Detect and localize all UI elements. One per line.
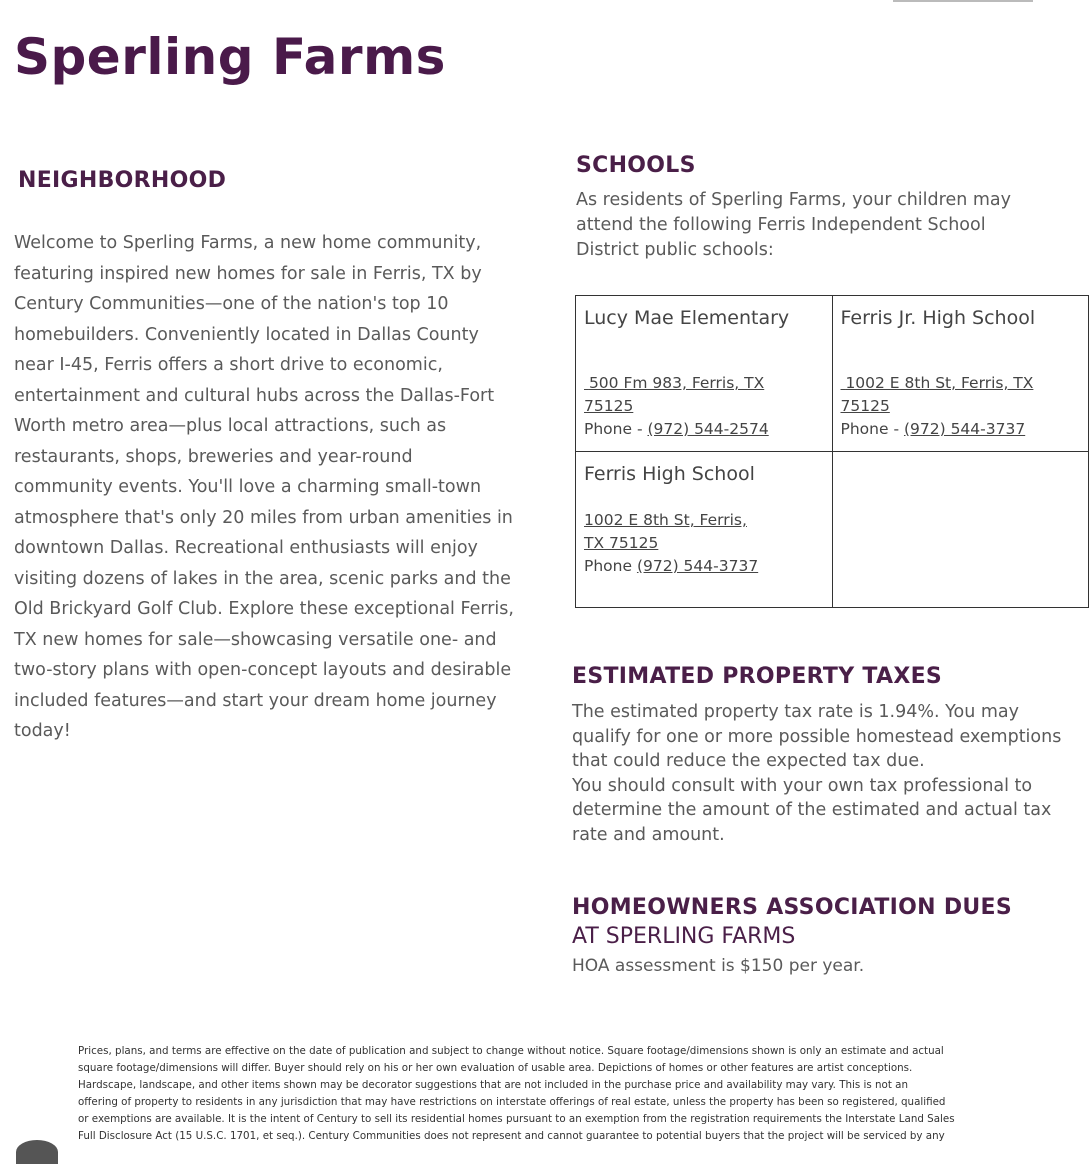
neighborhood-line: featuring inspired new homes for sale in Ferris, TX by <box>14 263 482 284</box>
neighborhood-line: two-story plans with open-concept layouts and desirable <box>14 660 512 680</box>
disclaimer-line: Full Disclosure Act (15 U.S.C. 1701, et seq.). Century Communities does not represent and cannot guarantee to potential buyers that the project will be serviced by any <box>78 1130 945 1142</box>
school-phone: Phone - (972) 544-3737 <box>840 420 1026 438</box>
neighborhood-line: homebuilders. Conveniently located in Dallas County <box>14 324 479 345</box>
disclaimer-line: offering of property to residents in any jurisdiction that may have restrictions on interstate offerings of real estate, unless the property has been so registered, qualified <box>78 1096 946 1108</box>
school-address <box>841 372 1034 441</box>
neighborhood-line: TX new homes for sale—showcasing versatile one- and <box>14 629 497 650</box>
disclaimer-line: Hardscape, landscape, and other items shown may be decorator suggestions that are not included in the purchase price and availability may vary. This is not an <box>78 1079 908 1091</box>
neighborhood-line: today! <box>14 721 71 741</box>
neighborhood-line: entertainment and cultural hubs across the Dallas-Fort <box>14 385 495 406</box>
school-cell <box>832 296 1089 452</box>
neighborhood-line: atmosphere that's only 20 miles from urban amenities in <box>14 507 513 528</box>
taxes-line: The estimated property tax rate is 1.94%. You may <box>572 702 1019 722</box>
disclaimer-line: or exemptions are available. It is the intent of Century to sell its residential homes pursuant to an exemption from the registration requirements the Interstate Land Sales <box>78 1113 955 1125</box>
school-address <box>584 372 769 441</box>
neighborhood-line: Century Communities—one of the nation's top 10 <box>14 294 449 314</box>
school-address-link-line2[interactable]: TX 75125 <box>584 534 659 552</box>
taxes-line: rate and amount. <box>572 824 725 845</box>
taxes-heading: ESTIMATED PROPERTY TAXES <box>572 664 943 689</box>
top-edge-mark <box>893 0 1033 2</box>
hoa-subheading: AT SPERLING FARMS <box>572 924 796 949</box>
disclaimer-line: Prices, plans, and terms are effective on the date of publication and subject to change without notice. Square footage/dimensions shown is only an estimate and actual <box>78 1045 944 1057</box>
schools-intro <box>576 188 1046 263</box>
school-address-link-line2[interactable]: 75125 <box>840 397 890 415</box>
taxes-line: that could reduce the expected tax due. <box>572 751 925 771</box>
school-phone: Phone (972) 544-3737 <box>584 557 759 575</box>
neighborhood-line: visiting dozens of lakes in the area, scenic parks and the <box>14 568 511 589</box>
school-phone-link[interactable]: (972) 544-2574 <box>647 420 769 438</box>
neighborhood-line: Old Brickyard Golf Club. Explore these exceptional Ferris, <box>14 599 514 619</box>
schools-intro-line: As residents of Sperling Farms, your children may <box>576 190 1011 210</box>
neighborhood-line: restaurants, shops, breweries and year-round <box>14 446 413 467</box>
taxes-line: determine the amount of the estimated and actual tax <box>572 800 1052 820</box>
company-logo <box>16 1140 58 1164</box>
school-name: Ferris Jr. High School <box>840 307 1036 329</box>
school-phone-link[interactable]: (972) 544-3737 <box>903 420 1026 438</box>
school-phone-link[interactable]: (972) 544-3737 <box>636 557 759 575</box>
page-title: Sperling Farms <box>14 28 446 86</box>
legal-disclaimer <box>78 1043 1063 1145</box>
schools-heading: SCHOOLS <box>576 153 696 178</box>
school-name: Ferris High School <box>584 463 755 485</box>
school-address-link[interactable]: 500 Fm 983, Ferris, TX <box>588 374 765 392</box>
school-address-link[interactable]: 1002 E 8th St, Ferris, <box>584 511 747 529</box>
neighborhood-line: Worth metro area—plus local attractions, such as <box>14 416 447 436</box>
school-cell <box>576 452 833 608</box>
neighborhood-line: Welcome to Sperling Farms, a new home community, <box>14 233 482 253</box>
neighborhood-line: downtown Dallas. Recreational enthusiasts will enjoy <box>14 538 478 558</box>
hoa-heading: HOMEOWNERS ASSOCIATION DUES <box>572 895 1013 920</box>
school-phone: Phone - (972) 544-2574 <box>584 420 769 438</box>
neighborhood-line: near I-45, Ferris offers a short drive to economic, <box>14 355 443 375</box>
school-name: Lucy Mae Elementary <box>584 307 790 329</box>
schools-intro-line: District public schools: <box>576 240 774 260</box>
schools-intro-line: attend the following Ferris Independent School <box>576 215 986 235</box>
school-address <box>584 509 758 578</box>
school-cell <box>576 296 833 452</box>
taxes-line: qualify for one or more possible homestead exemptions <box>572 726 1062 747</box>
school-address-link-line2[interactable]: 75125 <box>584 397 634 415</box>
school-cell-empty <box>832 452 1089 608</box>
hoa-text: HOA assessment is $150 per year. <box>572 956 865 976</box>
taxes-text <box>572 700 1062 847</box>
neighborhood-text <box>14 228 534 747</box>
neighborhood-heading: NEIGHBORHOOD <box>18 168 227 193</box>
disclaimer-line: square footage/dimensions will differ. Buyer should rely on his or her own evaluation of usable area. Depictions of homes or other features are artist conceptions. <box>78 1062 913 1074</box>
neighborhood-line: included features—and start your dream home journey <box>14 690 497 711</box>
taxes-line: You should consult with your own tax professional to <box>572 775 1033 796</box>
neighborhood-line: community events. You'll love a charming small-town <box>14 477 482 497</box>
school-address-link[interactable]: 1002 E 8th St, Ferris, TX <box>845 374 1034 392</box>
schools-table <box>575 295 1089 608</box>
